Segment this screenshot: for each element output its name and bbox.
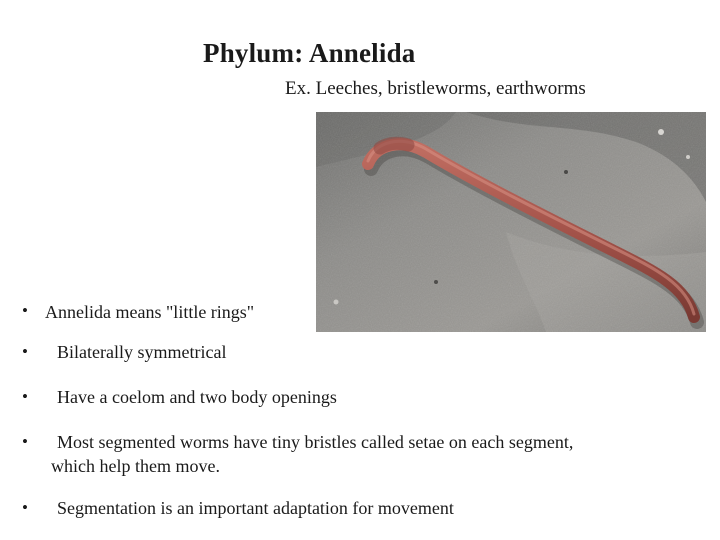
bullet-text: Segmentation is an important adaptation for movement <box>57 498 454 518</box>
bullet-marker: • <box>22 301 28 320</box>
earthworm-photo <box>316 112 706 332</box>
bullet-text-line-1: Most segmented worms have tiny bristles called setae on each segment, <box>57 432 574 452</box>
bullet-text: Bilaterally symmetrical <box>57 342 227 362</box>
bullet-marker: • <box>22 387 28 406</box>
slide-title: Phylum: Annelida <box>203 38 416 68</box>
bullet-marker: • <box>22 498 28 517</box>
bullet-text: Have a coelom and two body openings <box>57 387 337 407</box>
bullet-text: Annelida means "little rings" <box>45 302 255 322</box>
bullet-marker: • <box>22 432 28 451</box>
bullet-text-line-2: which help them move. <box>51 456 220 476</box>
slide-subtitle: Ex. Leeches, bristleworms, earthworms <box>285 78 586 99</box>
bullet-marker: • <box>22 342 28 361</box>
